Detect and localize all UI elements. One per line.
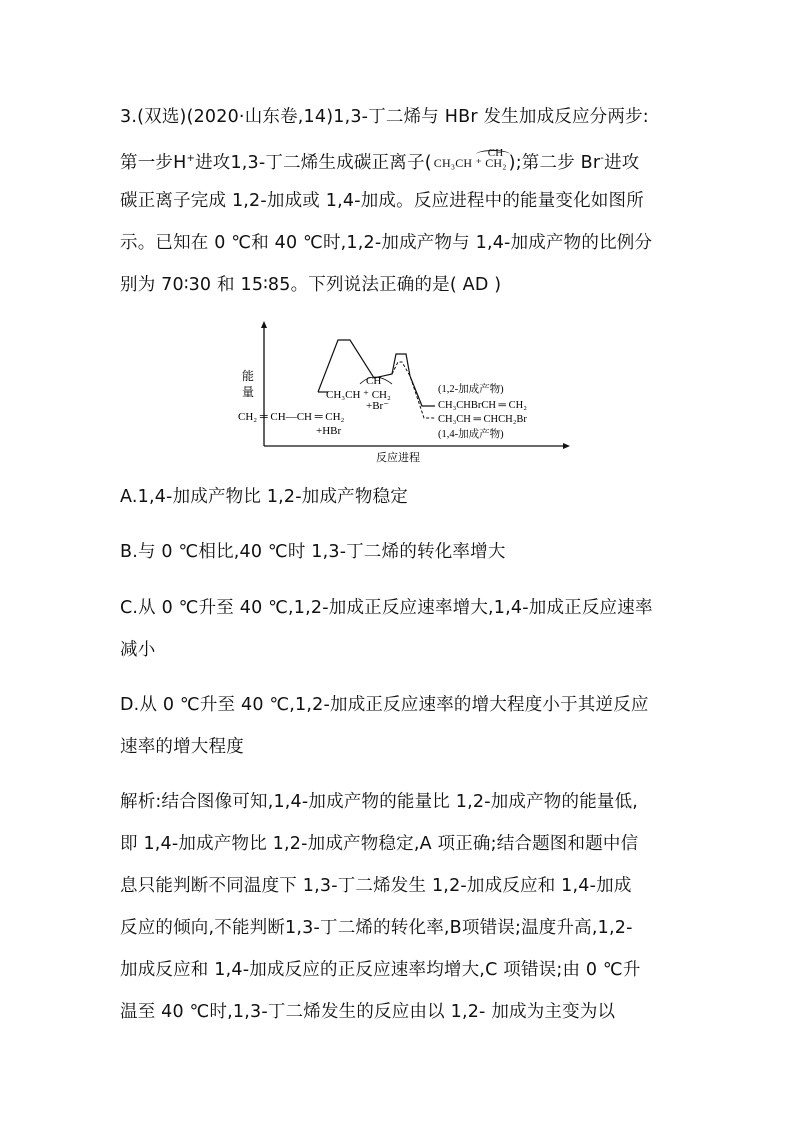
analysis-line-5: 加成反应和 1,4-加成反应的正反应速率均增大,C 项错误;由 0 ℃升 [120,960,641,980]
question-line-5: 别为 70∶30 和 15∶85。下列说法正确的是( AD ) [120,275,502,295]
carbocation-formula-main: CH₃CH ⁺ CH₂ [433,155,507,170]
question-stem-2d: 进攻 [604,152,640,173]
question-line-4: 示。已知在 0 ℃和 40 ℃时,1,2-加成产物与 1,4-加成产物的比例分 [120,233,653,253]
superscript-plus: + [186,153,196,164]
question-stem-2c: );第二步 Br [508,152,601,173]
question-line-3: 碳正离子完成 1,2-加成或 1,4-加成。反应进程中的能量变化如图所 [120,191,644,211]
analysis-line-1: 解析:结合图像可知,1,4-加成产物的能量比 1,2-加成产物的能量低, [120,792,639,812]
question-line-2 [120,148,639,174]
intermediate-top-label: CH [366,375,382,387]
path-14-product [392,362,435,418]
superscript-minus: - [600,153,605,164]
analysis-line-6: 温至 40 ℃时,1,3-丁二烯发生的反应由以 1,2- 加成为主变为以 [120,1002,616,1022]
product14-name: (1,4-加成产物) [438,429,504,440]
x-axis-label: 反应进程 [376,452,420,464]
analysis-line-4: 反应的倾向,不能判断1,3-丁二烯的转化率,B项错误;温度升高,1,2- [120,918,633,938]
reactant-label: CH₂ ═ CH—CH ═ CH₂ [238,411,345,423]
intermediate-label: CH₃CH ⁺ CH₂ [326,389,391,401]
energy-curve-main [318,340,410,392]
carbocation-formula-top: CH [487,146,504,159]
energy-diagram-svg [226,318,572,466]
question-number: 3. [120,107,138,127]
product12-formula: CH₃CHBrCH ═ CH₂ [438,400,527,411]
intermediate-sub-label: +Br⁻ [366,400,390,412]
analysis-line-3: 息只能判断不同温度下 1,3-丁二烯发生 1,2-加成反应和 1,4-加成 [120,876,632,896]
option-c-line-2: 减小 [120,640,156,660]
product12-name: (1,2-加成产物) [438,384,504,395]
option-d-line-2: 速率的增大程度 [120,737,244,757]
question-line-1 [120,106,649,128]
y-axis-label-2: 量 [241,385,255,399]
y-axis-arrow [261,321,267,328]
reactant-sub-label: +HBr [316,425,342,437]
question-stem-2a: 第一步H [120,152,187,173]
option-c-line-1: C.从 0 ℃升至 40 ℃,1,2-加成正反应速率增大,1,4-加成正反应速率 [120,598,653,618]
question-stem-1: (双选)(2020·山东卷,14)1,3-丁二烯与 HBr 发生加成反应分两步: [137,107,649,127]
product14-formula: CH₃CH ═ CHCH₂Br [438,414,527,425]
option-a: A.1,4-加成产物比 1,2-加成产物稳定 [120,487,408,507]
question-stem-2b: 进攻1,3-丁二烯生成碳正离子( [195,152,432,173]
path-12-product [410,376,435,406]
y-axis-label-1: 能 [241,369,255,383]
analysis-line-2: 即 1,4-加成产物比 1,2-加成产物稳定,A 项正确;结合题图和题中信 [120,834,639,854]
option-d-line-1: D.从 0 ℃升至 40 ℃,1,2-加成正反应速率的增大程度小于其逆反应 [120,695,649,715]
energy-diagram [226,318,572,466]
x-axis-arrow [563,443,570,449]
carbocation-formula [432,146,509,174]
option-b: B.与 0 ℃相比,40 ℃时 1,3-丁二烯的转化率增大 [120,542,506,562]
